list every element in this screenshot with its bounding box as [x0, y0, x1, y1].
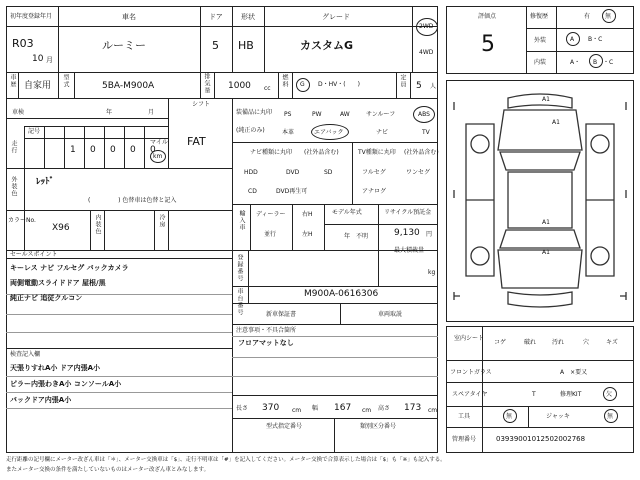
recycle-deposit: 9,130 [394, 228, 420, 238]
navi-type-label: ナビ種類に丸印 [250, 149, 293, 156]
equip-airbag: エアバック [314, 129, 344, 136]
seat-burn: コゲ [494, 339, 507, 346]
equip-abs: ABS [418, 111, 430, 118]
type-label: 型式 [62, 74, 69, 88]
exterior-grade-a: A [570, 36, 575, 43]
interior-grade-a: A・ [570, 59, 581, 66]
reg-month-unit: 月 [46, 56, 53, 64]
spare-tire-t: T [532, 391, 536, 398]
import-car-label: 輸入車 [238, 210, 245, 231]
equip-tv: TV [422, 129, 430, 136]
exterior-grade-label: 外装 [534, 37, 547, 44]
damage-a1-rear: A1 [542, 249, 550, 256]
mileage-digit-1: 1 [70, 145, 76, 155]
shift-type: FAT [187, 135, 206, 148]
max-load-unit: kg [428, 269, 436, 276]
footer-note-1: 走行距離の記号欄にメーター改ざん車は「＊」、メーター交換車は「$」、走行不明車は「#」を記入してください。メーター交換で合算表示した場合は「$」も「※」も記入する。 [6, 457, 446, 463]
shift-label: シフト [192, 101, 211, 108]
jack-label: ジャッキ [546, 413, 570, 420]
tv-analog: アナログ [362, 188, 387, 195]
navi-dvd-play: DVD再生可 [276, 188, 308, 195]
handle-right: 右H [302, 211, 313, 218]
class-number-label: 類別区分番号 [360, 423, 397, 430]
handle-left: 左H [302, 231, 313, 238]
tv-fullseg: フルセグ [362, 169, 386, 176]
spare-repair-kit: 修理KIT [560, 391, 582, 398]
inspection-year-unit: 年 [106, 109, 113, 116]
seat-stain: 汚れ [552, 339, 565, 346]
car-name-label: 車名 [122, 13, 136, 21]
mileage-digit-2: 0 [90, 145, 96, 155]
model-type: 5BA-M900A [102, 81, 155, 91]
interior-grade-b: B [593, 59, 598, 66]
capacity-unit: 人 [430, 83, 437, 90]
notes-label: 注意事項・不具合箇所 [236, 327, 297, 334]
model-designation-label: 型式指定番号 [266, 423, 303, 430]
seat-scratch: キズ [606, 339, 618, 346]
door-label: ドア [209, 13, 223, 21]
height-value: 173 [404, 403, 422, 413]
sales-line-1: キーレス ナビ フルセグ バックカメラ [10, 264, 129, 272]
km-label: km [153, 153, 163, 160]
reg-month: 10 [32, 54, 44, 64]
car-outline-diagram [446, 80, 634, 322]
navi-dvd: DVD [286, 169, 300, 176]
mileage-digit-3: 0 [110, 145, 116, 155]
score-value: 5 [481, 32, 495, 57]
model-year-label: モデル年式 [332, 209, 362, 216]
inspector-line-2: ピラー内張わきA小 コンソールA小 [10, 380, 122, 388]
color-change-note: ( ) 色替車は色替と記入 [88, 197, 177, 204]
equip-ps: PS [284, 111, 292, 118]
navi-hdd: HDD [244, 169, 258, 176]
inspection-label: 車検 [12, 109, 25, 116]
sales-line-2: 両側電動スライドドア 屋根/黒 [10, 279, 106, 287]
spare-none: 欠 [606, 391, 613, 398]
drive-4wd: 4WD [419, 49, 434, 56]
sales-line-3: 純正ナビ 追従クルコン [10, 294, 83, 302]
jack-value: 無 [607, 413, 614, 420]
width-unit: cm [362, 407, 372, 414]
mileage-digit-4: 0 [130, 145, 136, 155]
exterior-color: ﾚｯﾄﾞ [36, 177, 55, 187]
damage-a1-hood: A1 [552, 119, 560, 126]
footer-note-2: またメーター交換の条件を満たしていないものはメーター改ざん車とみなします。 [6, 467, 210, 473]
drive-2wd: 2WD [419, 23, 434, 30]
exterior-color-label: 外装色 [10, 176, 17, 197]
damage-a1-roof: A1 [542, 219, 550, 226]
capacity: 5 [416, 81, 422, 91]
equip-pw: PW [312, 111, 322, 118]
mile-label: マイル [150, 139, 168, 146]
sales-point-label: セールスポイント [10, 251, 58, 258]
recycle-deposit-unit: 円 [426, 231, 433, 238]
chassis-label: 車台番号 [236, 288, 243, 316]
displacement: 1000 [228, 81, 251, 91]
body-shape: HB [238, 39, 254, 52]
mileage-digit-5: 0 [150, 145, 156, 155]
interior-grade-c: ・C [603, 59, 614, 66]
equip-aw: AW [340, 111, 350, 118]
aircon-label: 冷房 [158, 214, 165, 228]
import-dealer: ディーラー [256, 211, 286, 218]
grade-label: グレード [322, 13, 350, 21]
door-count: 5 [212, 39, 219, 52]
length-label: 長さ [236, 405, 249, 412]
navi-cd: CD [248, 188, 257, 195]
history-label: 車歴 [9, 74, 16, 88]
navi-type-sub: (社外品含む) [304, 149, 339, 156]
equipment-label: 装備品に丸印 [236, 109, 273, 116]
car-name: ルーミー [102, 39, 146, 52]
import-parallel: 並行 [264, 231, 277, 238]
model-year: 年 不明 [344, 233, 369, 240]
inspector-line-1: 天張りすれA小 ドア内張A小 [10, 364, 101, 372]
height-unit: cm [428, 407, 438, 414]
score-label: 評価点 [478, 13, 497, 20]
color-no-label: カラーNo. [8, 217, 36, 224]
inspector-line-3: バックドア内張A小 [10, 396, 72, 404]
damage-a1-front: A1 [542, 96, 550, 103]
grade: カスタムG [300, 39, 354, 52]
spare-tire-label: スペアタイヤ [452, 391, 488, 398]
fuel-gasoline: G [300, 81, 305, 88]
management-number: 0393900101250200​2768 [496, 435, 586, 443]
repair-none: 無 [605, 13, 612, 20]
capacity-label: 定員 [399, 74, 406, 88]
width-label: 幅 [312, 405, 319, 412]
repair-history-label: 修復歴 [530, 13, 549, 20]
color-number: X96 [52, 223, 70, 233]
owner-manual: 車両取説 [378, 311, 403, 318]
exterior-grade-rest: B・C [588, 36, 603, 43]
travel-label: 走行 [10, 140, 17, 154]
tools-value: 無 [506, 413, 513, 420]
tools-label: 工具 [458, 413, 471, 420]
max-load-label: 最大積載量 [394, 247, 425, 254]
recycle-deposit-label: リサイクル預託金 [384, 209, 432, 216]
reg-date-label: 初年度登録年月 [10, 13, 53, 20]
registration-label: 登録番号 [236, 254, 243, 282]
navi-sd: SD [324, 169, 333, 176]
shape-label: 形状 [241, 13, 255, 21]
length-value: 370 [262, 403, 280, 413]
equip-leather: 本革 [282, 129, 295, 136]
chassis-number: M900A-0616306 [304, 289, 379, 299]
repair-yes: 有 [584, 13, 591, 20]
tv-oneseg: ワンセグ [406, 169, 431, 176]
fuel-label: 燃料 [281, 74, 288, 88]
windshield-label: フロントガラス [450, 369, 492, 376]
seat-hole: 穴 [583, 339, 590, 346]
inspection-month-unit: 月 [148, 109, 155, 116]
management-number-label: 管理番号 [452, 436, 477, 443]
displacement-unit: cc [264, 85, 271, 92]
seat-label: 室内シート [454, 335, 485, 342]
fuel-others: D・HV・( ) [318, 81, 360, 88]
displacement-label: 排気量 [203, 73, 210, 94]
equip-sunroof: サンルーフ [366, 111, 396, 118]
notes-text: フロアマットなし [238, 339, 294, 347]
width-value: 167 [334, 403, 352, 413]
equipment-sub: (純正のみ) [236, 127, 265, 134]
new-car-warranty: 新車保証書 [266, 311, 297, 318]
length-unit: cm [292, 407, 302, 414]
tv-type-sub: (社外品含む) [404, 149, 439, 156]
reg-era: R03 [12, 37, 34, 50]
record-label: 記号 [28, 128, 41, 135]
windshield-value: A ×要又 [560, 369, 588, 376]
usage: 自家用 [24, 81, 52, 91]
seat-tear: 破れ [524, 339, 537, 346]
interior-grade-label: 内装 [534, 59, 547, 66]
height-label: 高さ [378, 405, 391, 412]
tv-type-label: TV種類に丸印 [358, 149, 396, 156]
inspector-label: 検査記入欄 [10, 351, 41, 358]
interior-color-label: 内装色 [94, 214, 101, 235]
equip-navi: ナビ [376, 129, 389, 136]
